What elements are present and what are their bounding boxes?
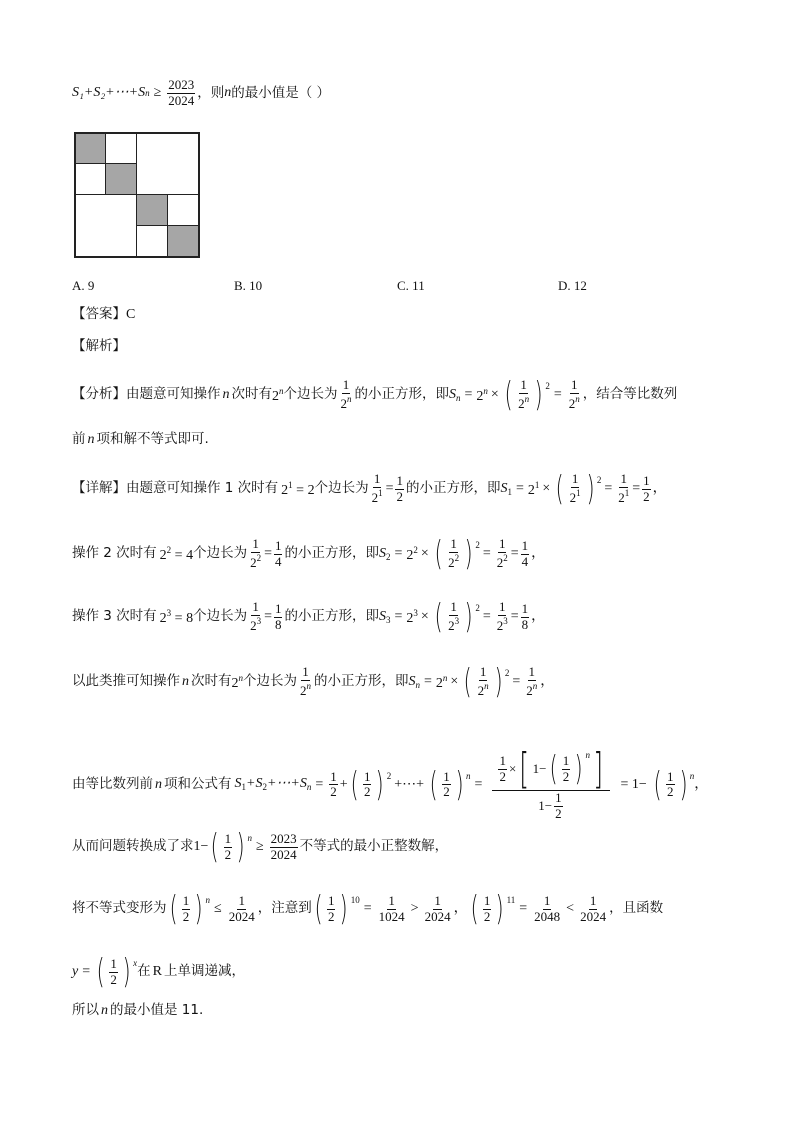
text: 的小正方形，即 [405, 480, 501, 497]
text: 的小正方形，即 [314, 673, 409, 690]
nested-squares-figure [74, 132, 200, 258]
text: 前 [72, 431, 86, 448]
option-d[interactable]: D. 12 [558, 278, 587, 293]
xiangjie-line-3: 操作 3 次时有 $2^3 = 8$ 个边长为 $\frac{1}{2^3}$ = $\frac{1}{8}$ 的小正方形，即 $S_3$ = $2^3$ × ( $\frac{1}{2^3}$ ) $^2$ = $\frac{1}{2^3}$ = $\frac{1}{8}$ ， [72, 597, 546, 637]
text: 将不等式变形为 [72, 900, 167, 917]
xiangjie-line-2: 操作 2 次时有 $2^2 = 4$ 个边长为 $\frac{1}{2^2}$ = $\frac{1}{4}$ 的小正方形，即 $S_2$ = $2^2$ × ( $\frac{1}{2^2}$ ) $^2$ = $\frac{1}{2^2}$ = $\frac{1}{4}$ ， [72, 534, 546, 574]
xiangjie-line-5: 由等比数列前 n 项和公式有 $S_1+S_2+\cdots+S_n$ = $\frac{1}{2}$ + ( $\frac{1}{2}$ ) $^2$ +⋯+ ( $\frac{1}{2}$ ) $^n$ = $\frac{1}{2}$ × [ 1− ( $\frac{1}{2}$ ) $^n$ ] 1− $\frac{1}{2}$ = 1− ( $\frac{1}{2}$ ) $^n$ ， [72, 744, 709, 821]
analysis-tag: 【解析】 [72, 338, 126, 354]
text: 个边长为 [193, 545, 248, 562]
xiangjie-line-8: y = ( $\frac{1}{2}$ ) $^x$ 在 R 上单调递减， [72, 952, 245, 992]
cell [167, 194, 199, 226]
text: 次时有 [191, 673, 232, 690]
shaded-cell [136, 194, 168, 226]
text: 个边长为 [314, 480, 369, 497]
xiangjie-line-4: 以此类推可知操作 n 次时有 2$^n$ 个边长为 $\frac{1}{2^n}$ 的小正方形，即 $S_n$ = 2$^n$ × ( $\frac{1}{2^n}$ ) $^2$ = $\frac{1}{2^n}$ ， [72, 662, 555, 702]
xiangjie-line-6: 从而问题转换成了求 1− ( $\frac{1}{2}$ ) $^n$ ≥ $\frac{2023}{2024}$ 不等式的最小正整数解， [72, 827, 449, 867]
text: 的最小值是 11. [110, 1002, 204, 1019]
answer-line [72, 308, 135, 322]
text: 项和公式有 [164, 776, 232, 793]
xiangjie-tag: 【详解】 [72, 480, 126, 497]
text: 上单调递减， [164, 963, 245, 980]
option-a[interactable]: A. 9 [72, 278, 95, 293]
fraction-2023-2024: $\frac{2023}{2024}$ [168, 77, 195, 108]
text: 从而问题转换成了求 [72, 838, 194, 855]
xiangjie-line-7: 将不等式变形为 ( $\frac{1}{2}$ ) $^n$ ≤ $\frac{1}{2024}$ ，注意到 ( $\frac{1}{2}$ ) $^{10}$ = $\frac{1}{1024}$ > $\frac{1}{2024}$ ， ( $\frac{1}{2}$ ) $^{11}$ = $\frac{1}{2048}$ < $\frac{1}{2024}$ ，且函数 [72, 889, 664, 929]
text: 操作 2 次时有 [72, 545, 157, 562]
text: 由题意可知操作 1 次时有 [126, 480, 279, 497]
cell [136, 133, 199, 195]
xiangjie-line-9: 所以 n 的最小值是 11. [72, 1002, 204, 1019]
text: 在 [137, 963, 151, 980]
sum-expression: S₁+S₂+⋯+S [72, 85, 146, 101]
fenxi-line-1: 【分析】 由题意可知操作 n 次时有 2$^n$ 个边长为 $\frac{1}{2^n}$ 的小正方形，即 $S_n$ = 2$^n$ × ( $\frac{1}{2^n}$ ) $^2$ = $\frac{1}{2^n}$ ，结合等比数列 [72, 375, 678, 415]
text: R [152, 964, 162, 979]
text: 个边长为 [193, 608, 248, 625]
text: 的小正方形，即 [284, 608, 379, 625]
text: 的小正方形，即 [284, 545, 379, 562]
text: 个边长为 [283, 386, 338, 403]
xiangjie-line-1: 【详解】 由题意可知操作 1 次时有 $2^1 = 2$ 个边长为 $\frac{1}{2^1}$ = $\frac{1}{2}$ 的小正方形，即 $S_1$ = $2^1$ × ( $\frac{1}{2^1}$ ) $^2$ = $\frac{1}{2^1}$ = $\frac{1}{2}$ ， [72, 469, 667, 509]
cell [75, 194, 137, 257]
answer-tag: 【答案】 [72, 306, 126, 323]
cell [105, 133, 137, 164]
text: ，结合等比数列 [582, 386, 678, 403]
shaded-cell [75, 133, 106, 164]
shaded-cell [167, 225, 199, 257]
text: 操作 3 次时有 [72, 608, 157, 625]
text: 次时有 [231, 386, 272, 403]
text: 项和解不等式即可. [96, 431, 209, 448]
question-line: S₁+S₂+⋯+S n ≥ $\frac{2023}{2024}$ ，则 n 的最小值是（ ） [72, 77, 331, 108]
option-c[interactable]: C. 11 [397, 278, 425, 293]
text: 不等式的最小正整数解， [299, 838, 449, 855]
text: 的小正方形，即 [354, 386, 449, 403]
fenxi-tag: 【分析】 [72, 386, 126, 403]
shaded-cell [105, 163, 137, 195]
cell [136, 225, 168, 257]
cell [75, 163, 106, 195]
question-text-end: 的最小值是（ ） [231, 84, 331, 101]
variable-n: n [224, 85, 232, 101]
option-b[interactable]: B. 10 [234, 278, 263, 293]
text: 由等比数列前 [72, 776, 153, 793]
text: 以此类推可知操作 [72, 673, 180, 690]
question-text: ，则 [197, 84, 225, 101]
text: ，注意到 [257, 900, 312, 917]
fenxi-line-2: 前 n 项和解不等式即可. [72, 431, 209, 448]
text: 个边长为 [243, 673, 297, 690]
text: ，且函数 [609, 900, 664, 917]
text: 所以 [72, 1002, 99, 1019]
analysis-heading [72, 340, 126, 354]
answer-value: C [126, 307, 136, 322]
text: 由题意可知操作 [126, 386, 221, 403]
